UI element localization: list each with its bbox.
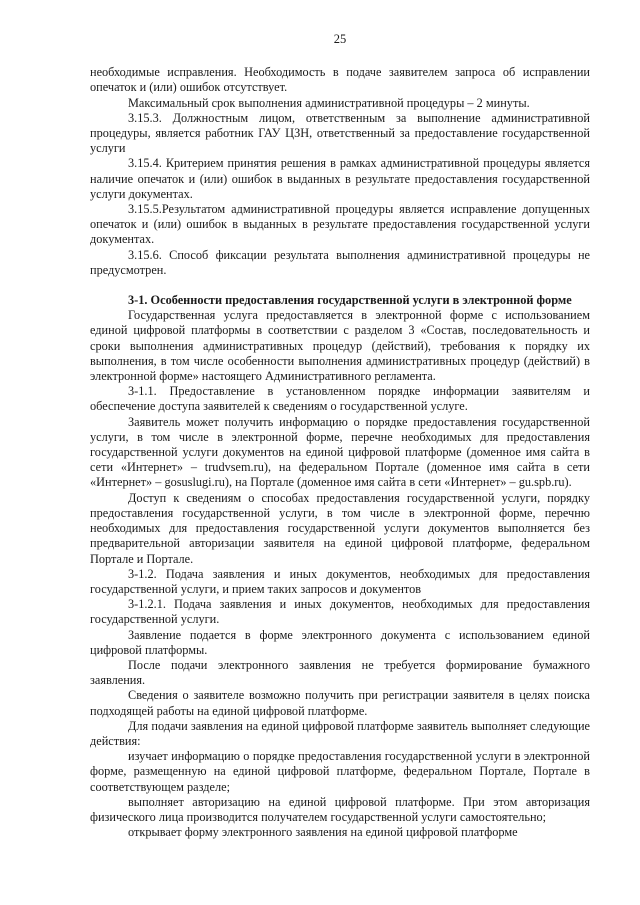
paragraph: изучает информацию о порядке предоставления государственной услуги в электронной форме, размещенную на единой цифровой платформе, федеральном Портале, Портале в соответствующем разделе; <box>90 749 590 794</box>
paragraph: Сведения о заявителе возможно получить при регистрации заявителя в целях поиска подходящей работы на единой цифровой платформе. <box>90 688 590 718</box>
paragraph: Государственная услуга предоставляется в электронной форме с использованием единой цифровой платформы в соответствии с разделом 3 «Состав, последовательность и сроки выполнения административных процедур (действий), требования к порядку их выполнения, в том числе особенности выполнения административных процедур (действий) в электронной форме» настоящего Административного регламента. <box>90 308 590 384</box>
paragraph: выполняет авторизацию на единой цифровой платформе. При этом авторизация физического лица производится получателем государственной услуги самостоятельно; <box>90 794 590 824</box>
page-number: 25 <box>333 32 347 46</box>
paragraph: Заявление подается в форме электронного документа с использованием единой цифровой платформы. <box>90 627 590 657</box>
paragraph: 3-1.2. Подача заявления и иных документов, необходимых для предоставления государственной услуги, и прием таких запросов и документов <box>90 566 590 596</box>
paragraph: Для подачи заявления на единой цифровой платформе заявитель выполняет следующие действия: <box>90 718 590 748</box>
paragraph: открывает форму электронного заявления на единой цифровой платформе <box>128 825 518 840</box>
paragraph: Заявитель может получить информацию о порядке предоставления государственной услуги, в том числе в электронной форме, перечне необходимых для предоставления государственной услуги документов на единой цифровой платформе (доменное имя сайта в сети «Интернет» – trudvsem.ru), на федеральном Портале (доменное имя сайта в сети «Интернет» – gosuslugi.ru), на Портале (доменное имя сайта в сети «Интернет» – gu.spb.ru). <box>90 414 590 490</box>
paragraph: 3.15.4. Критерием принятия решения в рамках административной процедуры является наличие опечаток и (или) ошибок в выданных в результате предоставления государственной услуги документах. <box>90 156 590 201</box>
paragraph: Доступ к сведениям о способах предоставления государственной услуги, порядку предоставления государственной услуги, в том числе в электронной форме, перечню необходимых для предоставления государственной услуги документов выполняется без предварительной авторизации заявителя на единой цифровой платформе, федеральном Портале и Портале. <box>90 490 590 566</box>
paragraph: необходимые исправления. Необходимость в подаче заявителем запроса об исправлении опечаток и (или) ошибок отсутствует. <box>90 65 590 95</box>
paragraph: 3-1.2.1. Подача заявления и иных документов, необходимых для предоставления государственной услуги. <box>90 597 590 627</box>
section-heading: 3-1. Особенности предоставления государственной услуги в электронной форме <box>128 293 572 308</box>
paragraph: 3-1.1. Предоставление в установленном порядке информации заявителям и обеспечение доступа заявителей к сведениям о государственной услуге. <box>90 384 590 414</box>
paragraph: Максимальный срок выполнения административной процедуры – 2 минуты. <box>128 95 530 110</box>
paragraph: 3.15.3. Должностным лицом, ответственным за выполнение административной процедуры, является работник ГАУ ЦЗН, ответственный за предоставление государственной услуги <box>90 110 590 156</box>
paragraph: 3.15.5.Результатом административной процедуры является исправление допущенных опечаток и (или) ошибок в выданных в результате предоставления государственной услуги документах. <box>90 202 590 247</box>
paragraph: 3.15.6. Способ фиксации результата выполнения административной процедуры не предусмотрен. <box>90 247 590 277</box>
section-gap <box>90 278 590 293</box>
paragraph: После подачи электронного заявления не требуется формирование бумажного заявления. <box>90 657 590 688</box>
